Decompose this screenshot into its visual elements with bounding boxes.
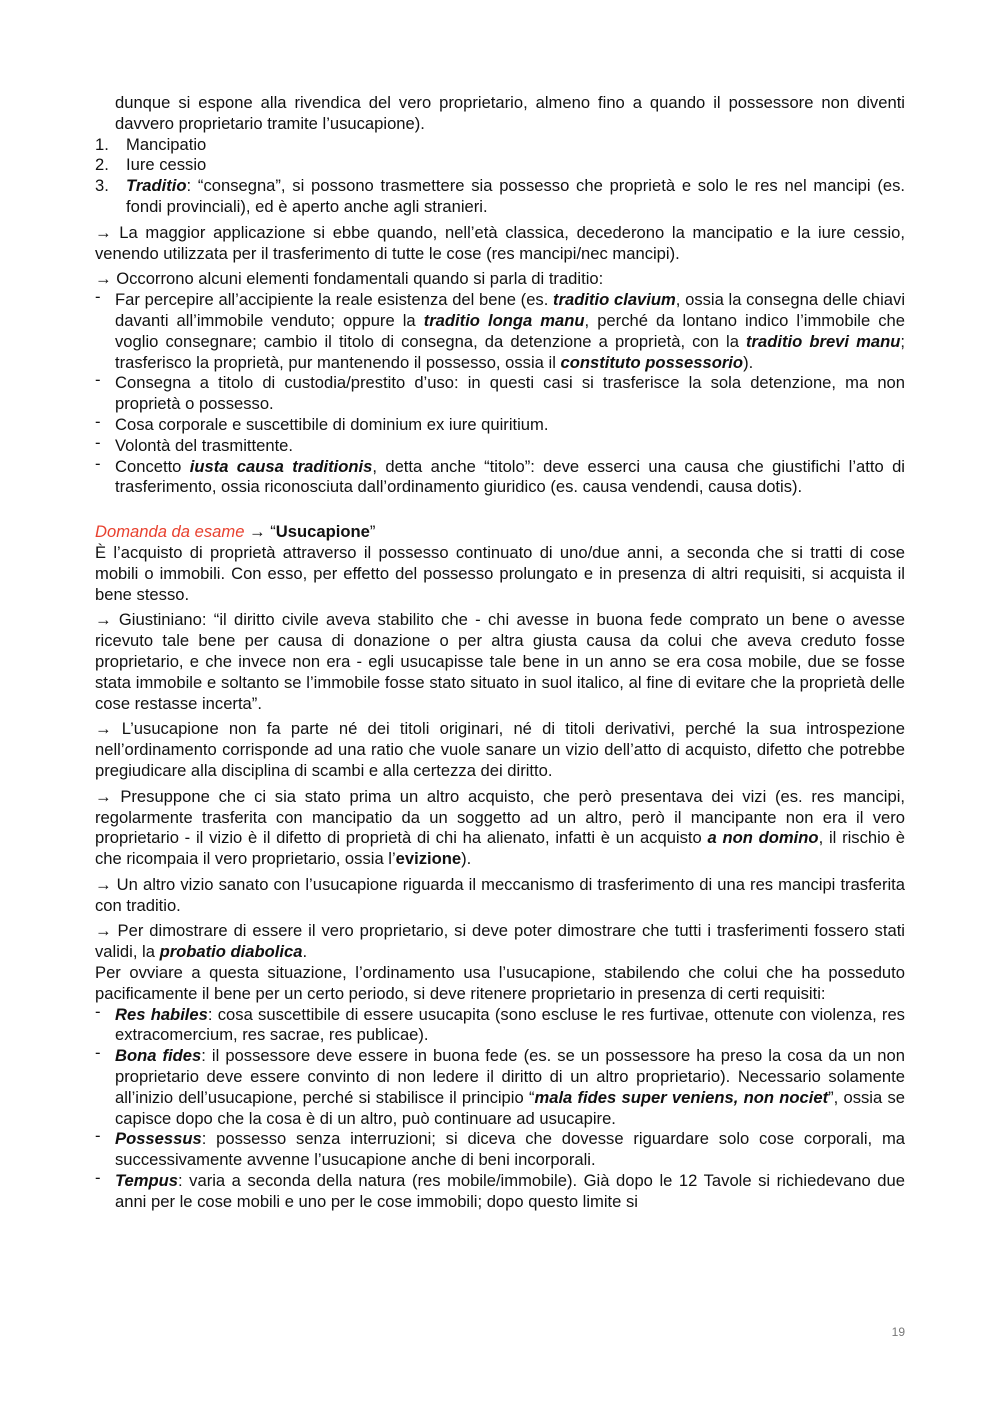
text-run: Consegna a titolo di custodia/prestito d’uso: in questi casi si trasferisce la sola detenzione, ma non proprietà o possesso.: [115, 373, 905, 414]
text-run: .: [302, 942, 308, 962]
document-page: [95, 93, 905, 1213]
text-run: : cosa suscettibile di essere usucapita (sono escluse le res furtivae, ottenute con violenza, res extracomercium, res sacrae, res publicae).: [115, 1004, 905, 1045]
list-number: 2.: [95, 155, 109, 175]
list-item: [95, 1168, 905, 1213]
list-text: : “consegna”, si possono trasmettere sia possesso che proprietà e solo le res nel mancipi (es. fondi provinciali), ed è aperto anche agli stranieri.: [126, 176, 905, 216]
term: a non domino: [707, 828, 819, 848]
list-text: Iure cessio: [126, 155, 207, 175]
list-item: [95, 1043, 905, 1129]
text-run: : il possessore deve essere in buona fede (es. se un possessore ha preso la cosa da un non proprietario deve essere convinto di non ledere il diritto di un altro proprietario). Necessario solamente all’inizio dell’usucapione, perché si stabilisce il principio “: [115, 1046, 905, 1107]
dash-bullet: -: [95, 411, 101, 431]
arrow-paragraph: → La maggior applicazione si ebbe quando, nell’età classica, decederono la mancipatio e la iure cessio, venendo utilizzata per il trasferimento di tutte le cose (res mancipi/nec mancipi).: [95, 222, 905, 263]
term: constituto possessorio: [560, 352, 744, 372]
paragraph: [95, 787, 905, 870]
dash-bullet: -: [95, 432, 101, 452]
list-number: 3.: [95, 176, 109, 196]
list-item: [95, 287, 906, 373]
dash-bullet: -: [95, 453, 101, 473]
list-item: [95, 411, 905, 436]
term: traditio longa manu: [423, 310, 585, 330]
term: Res habiles: [115, 1004, 208, 1024]
paragraph: → Giustiniano: “il diritto civile aveva stabilito che - chi avesse in buona fede comprato un bene o avesse ricevuto tale bene per causa di donazione o per altra giusta causa da colui che aveva creduto fosse proprietario, e che invece non era - egli usucapisse tale bene in un anno se era cosa mobile, due se fosse stata immobile e soltanto se l’immobile fosse stato situato in suol italico, al fine di evitare che la proprietà delle cose restasse incerta”.: [95, 610, 905, 713]
list-item: [95, 1126, 905, 1171]
text-run: → Per dimostrare di essere il vero proprietario, si deve poter dimostrare che tutti i trasferimenti fossero stati validi, la: [95, 921, 905, 962]
exam-question-label: Domanda da esame: [95, 522, 245, 542]
dash-bullet: -: [95, 1168, 101, 1188]
term: evizione: [395, 849, 462, 869]
section-heading: [95, 522, 905, 543]
paragraph: Per ovviare a questa situazione, l’ordinamento usa l’usucapione, stabilendo che colui che ha posseduto pacificamente il bene per un certo periodo, si deve ritenere proprietario in presenza di certi requisiti:: [95, 963, 905, 1003]
continuation-paragraph: dunque si espone alla rivendica del vero proprietario, almeno fino a quando il possessore non diventi davvero proprietario tramite l’usucapione).: [115, 93, 905, 133]
text-run: → Presuppone che ci sia stato prima un altro acquisto, che però presentava dei vizi (es. res mancipi, regolarmente trasferita con mancipatio da un soggetto ad un altro, però il mancipante non era il vero proprietario - il vizio è il difetto di proprietà di chi ha alienato, infatti è un acquisto: [95, 786, 905, 848]
dash-bullet: -: [95, 287, 101, 307]
arrow-paragraph: → Occorrono alcuni elementi fondamentali quando si parla di traditio:: [95, 269, 604, 289]
list-item: [95, 176, 905, 218]
numbered-list: [95, 135, 905, 218]
text-run: ).: [461, 849, 472, 869]
text-run: Far percepire all’accipiente la reale esistenza del bene (es.: [115, 290, 554, 310]
list-item: [95, 432, 905, 457]
list-item: [95, 370, 905, 415]
dash-list: [95, 287, 906, 498]
list-item: [95, 155, 905, 176]
text-run: : varia a seconda della natura (res mobile/immobile). Già dopo le 12 Tavole si richiedevano due anni per le cose mobili e uno per le cose immobili; dopo questo limite si: [115, 1171, 905, 1211]
text-run: : possesso senza interruzioni; si diceva che dovesse riguardare solo cose corporali, ma successivamente avvenne l’usucapione anche di beni incorporali.: [115, 1129, 905, 1170]
term: iusta causa traditionis: [189, 456, 373, 476]
term: traditio brevi manu: [746, 331, 901, 351]
dash-bullet: -: [95, 1043, 101, 1063]
term: Possessus: [115, 1129, 202, 1149]
list-item: [95, 453, 905, 499]
text-run: Volontà del trasmittente.: [115, 435, 294, 455]
heading-arrow: → “: [244, 522, 276, 542]
list-item: [95, 135, 905, 156]
requirements-list: [95, 1001, 905, 1213]
term: Tempus: [115, 1171, 179, 1191]
paragraph: [95, 921, 905, 963]
page-number: 19: [891, 1325, 905, 1339]
text-run: , perché da lontano indico l’immobile che voglio consegnare; cambio il titolo di consegna, da detenzione a proprietà, con la: [115, 310, 905, 351]
text-run: ).: [743, 352, 754, 372]
text-run: , ossia la consegna delle chiavi davanti all’immobile venduto; oppure la: [115, 290, 906, 330]
dash-bullet: -: [95, 1126, 101, 1146]
term: probatio diabolica: [159, 942, 303, 962]
text-run: , detta anche “titolo”: deve esserci una causa che giustifichi l’atto di trasferimento, ossia riconosciuta dall’ordinamento giuridico (es. causa vendendi, causa dotis).: [115, 456, 905, 497]
section-title: Usucapione: [275, 522, 370, 542]
paragraph: → Un altro vizio sanato con l’usucapione riguarda il meccanismo di trasferimento di una res mancipi trasferita con traditio.: [95, 874, 905, 915]
text-run: ; trasferisco la proprietà, pur mantenendo il possesso, ossia il: [115, 331, 905, 372]
term-traditio: Traditio: [126, 176, 187, 196]
list-number: 1.: [95, 134, 109, 154]
paragraph: → L’usucapione non fa parte né dei titoli originari, né di titoli derivativi, perché la sua introspezione nell’ordinamento corrisponde ad una ratio che vuole sanare un vizio dell’atto di acquisto, difetto che potrebbe pregiudicare alla disciplina di scambi e alla certezza dei diritto.: [95, 719, 905, 780]
list-item: [95, 1001, 905, 1047]
text-run: Concetto: [115, 456, 190, 476]
term: traditio clavium: [553, 290, 676, 310]
text-run: ”, ossia se capisce dopo che la cosa è di un altro, può continuare ad usucapire.: [115, 1087, 905, 1128]
term: Bona fides: [115, 1046, 202, 1066]
list-text: Mancipatio: [126, 134, 207, 154]
dash-bullet: -: [95, 1001, 101, 1021]
text-run: , il rischio è che ricompaia il vero proprietario, ossia l’: [95, 828, 905, 869]
heading-quote: ”: [369, 522, 376, 542]
term: mala fides super veniens, non nociet: [534, 1087, 829, 1107]
dash-bullet: -: [95, 370, 101, 390]
text-run: Cosa corporale e suscettibile di dominium ex iure quiritium.: [115, 414, 549, 434]
paragraph: È l’acquisto di proprietà attraverso il possesso continuato di uno/due anni, a seconda che si tratti di cose mobili o immobili. Con esso, per effetto del possesso prolungato e in presenza di altri requisiti, si acquista il bene stesso.: [95, 542, 905, 604]
